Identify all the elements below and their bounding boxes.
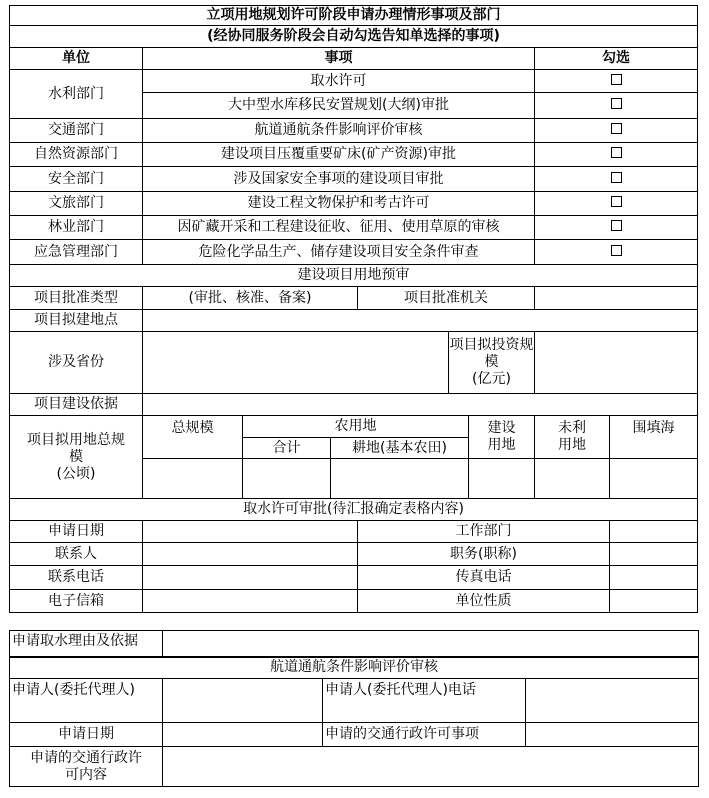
farm-cultivated-header: 耕地(基本农田) xyxy=(352,440,447,456)
main-form-table xyxy=(9,5,698,613)
checkbox-cell xyxy=(535,167,698,192)
unit-cell: 交通部门 xyxy=(10,119,143,143)
unit-cell: 林业部门 xyxy=(10,216,143,240)
navigation-table xyxy=(9,656,699,787)
license-content-label xyxy=(10,747,163,787)
item-cell: 大中型水库移民安置规划(大纲)审批 xyxy=(143,93,535,119)
apply-date-input[interactable] xyxy=(143,521,358,543)
checkbox-cell xyxy=(535,70,698,93)
land-scale-label xyxy=(10,416,143,499)
investment-label-line: 项目拟投资规 xyxy=(449,337,534,353)
nav-apply-date-input[interactable] xyxy=(163,723,323,747)
location-label: 项目拟建地点 xyxy=(10,310,143,332)
header-item: 事项 xyxy=(143,48,535,70)
construction-land-input[interactable] xyxy=(469,459,535,499)
license-item-label: 申请的交通行政许可事项 xyxy=(323,723,526,747)
unused-land-header xyxy=(535,416,610,459)
unit-cell: 安全部门 xyxy=(10,167,143,192)
approval-org-label: 项目批准机关 xyxy=(358,287,535,310)
item-cell: 涉及国家安全事项的建设项目审批 xyxy=(143,167,535,192)
basis-label: 项目建设依据 xyxy=(10,394,143,416)
item-checkbox[interactable] xyxy=(611,196,622,207)
approval-type-label: 项目批准类型 xyxy=(10,287,143,310)
applicant-input[interactable] xyxy=(163,679,323,723)
fax-input[interactable] xyxy=(610,566,698,590)
province-input[interactable] xyxy=(143,332,449,394)
header-check: 勾选 xyxy=(535,48,698,70)
construction-land-line: 建设 xyxy=(487,420,516,436)
work-dept-input[interactable] xyxy=(610,521,698,543)
applicant-label: 申请人(委托代理人) xyxy=(10,679,163,723)
header-unit: 单位 xyxy=(10,48,143,70)
water-reason-input[interactable] xyxy=(163,631,699,658)
contact-input[interactable] xyxy=(143,543,358,566)
basis-input[interactable] xyxy=(143,394,698,416)
unused-land-input[interactable] xyxy=(535,459,610,499)
item-checkbox[interactable] xyxy=(611,74,622,85)
province-label: 涉及省份 xyxy=(10,332,143,394)
land-scale-label-unit: (公顷) xyxy=(56,465,96,482)
item-cell: 取水许可 xyxy=(143,70,535,93)
reclamation-header: 围填海 xyxy=(610,416,698,459)
license-content-line: 可内容 xyxy=(65,766,107,783)
work-dept-label: 工作部门 xyxy=(358,521,610,543)
farm-total-input[interactable] xyxy=(243,459,331,499)
nav-apply-date-label: 申请日期 xyxy=(10,723,163,747)
farm-land-title: 农用地 xyxy=(243,416,468,438)
item-checkbox[interactable] xyxy=(611,98,622,109)
investment-label xyxy=(449,332,535,394)
land-scale-label-line: 模 xyxy=(69,448,83,465)
water-reason-label: 申请取水理由及依据 xyxy=(10,631,163,658)
unit-cell: 水利部门 xyxy=(10,70,143,119)
form-subtitle: (经协同服务阶段会自动勾选告知单选择的事项) xyxy=(10,26,698,48)
license-item-input[interactable] xyxy=(526,723,699,747)
checkbox-cell xyxy=(535,216,698,240)
unit-cell: 文旅部门 xyxy=(10,192,143,216)
fax-label: 传真电话 xyxy=(358,566,610,590)
item-checkbox[interactable] xyxy=(611,245,622,256)
item-checkbox[interactable] xyxy=(611,172,622,183)
contact-label: 联系人 xyxy=(10,543,143,566)
total-scale-header: 总规模 xyxy=(143,416,243,459)
farm-cultivated-input[interactable] xyxy=(331,459,469,499)
unit-cell: 应急管理部门 xyxy=(10,240,143,265)
checkbox-cell xyxy=(535,240,698,265)
location-input[interactable] xyxy=(143,310,698,332)
water-section-title: 取水许可审批(待汇报确定表格内容) xyxy=(10,499,698,521)
item-checkbox[interactable] xyxy=(611,220,622,231)
checkbox-cell xyxy=(535,93,698,119)
item-cell: 建设工程文物保护和考古许可 xyxy=(143,192,535,216)
apply-date-label: 申请日期 xyxy=(10,521,143,543)
phone-label: 联系电话 xyxy=(10,566,143,590)
unit-nature-input[interactable] xyxy=(610,590,698,613)
position-label: 职务(职称) xyxy=(358,543,610,566)
unit-nature-label: 单位性质 xyxy=(358,590,610,613)
item-checkbox[interactable] xyxy=(611,123,622,134)
farm-total-header: 合计 xyxy=(243,438,331,458)
land-section-title: 建设项目用地预审 xyxy=(10,265,698,287)
item-cell: 因矿藏开采和工程建设征收、征用、使用草原的审核 xyxy=(143,216,535,240)
checkbox-cell xyxy=(535,119,698,143)
unit-cell: 自然资源部门 xyxy=(10,143,143,167)
approval-org-input[interactable] xyxy=(535,287,698,310)
investment-label-unit: (亿元) xyxy=(472,371,511,387)
license-content-line: 申请的交通行政许 xyxy=(30,749,142,766)
reclamation-input[interactable] xyxy=(610,459,698,499)
unused-land-line: 未利 xyxy=(558,420,586,436)
applicant-phone-input[interactable] xyxy=(526,679,699,723)
construction-land-header xyxy=(469,416,535,459)
item-checkbox[interactable] xyxy=(611,147,622,158)
investment-label-line: 模 xyxy=(484,354,499,370)
checkbox-cell xyxy=(535,143,698,167)
water-reason-table xyxy=(9,630,699,658)
item-cell: 危险化学品生产、储存建设项目安全条件审查 xyxy=(143,240,535,265)
investment-input[interactable] xyxy=(535,332,698,394)
form-title: 立项用地规划许可阶段申请办理情形事项及部门 xyxy=(10,6,698,26)
position-input[interactable] xyxy=(610,543,698,566)
checkbox-cell xyxy=(535,192,698,216)
item-cell: 航道通航条件影响评价审核 xyxy=(143,119,535,143)
email-label: 电子信箱 xyxy=(10,590,143,613)
phone-input[interactable] xyxy=(143,566,358,590)
approval-type-value: (审批、核准、备案) xyxy=(143,287,358,310)
applicant-phone-label: 申请人(委托代理人)电话 xyxy=(323,679,526,723)
unused-land-line: 用地 xyxy=(558,437,586,453)
land-scale-label-line: 项目拟用地总规 xyxy=(27,431,125,448)
item-cell: 建设项目压覆重要矿床(矿产资源)审批 xyxy=(143,143,535,167)
construction-land-line: 用地 xyxy=(487,437,516,453)
total-scale-input[interactable] xyxy=(143,459,243,499)
email-input[interactable] xyxy=(143,590,358,613)
navigation-section-title: 航道通航条件影响评价审核 xyxy=(10,657,699,679)
license-content-input[interactable] xyxy=(163,747,699,787)
farm-land-header xyxy=(243,416,469,459)
